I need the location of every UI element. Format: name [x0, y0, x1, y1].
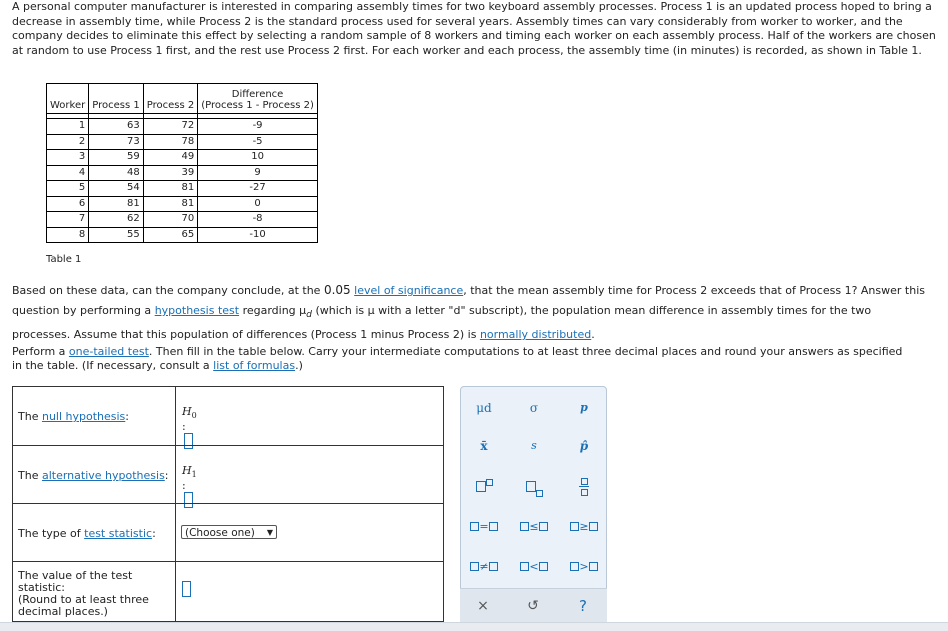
symbol-keypad — [460, 386, 607, 622]
sigma-key[interactable] — [517, 397, 551, 419]
clear-key[interactable] — [466, 595, 500, 617]
p-hat-label: p̂ — [579, 439, 589, 453]
square-icon — [536, 490, 543, 497]
square-icon — [489, 522, 498, 531]
less-equal-label: ≤ — [529, 520, 539, 533]
process-1-cell: 59 — [89, 150, 143, 166]
link-null-hypothesis[interactable]: null hypothesis — [41, 410, 126, 423]
header-difference-sub: (Process 1 - Process 2) — [201, 100, 314, 111]
header-difference — [198, 84, 318, 114]
null-hypothesis-cell — [175, 387, 197, 445]
greater-equal-key[interactable] — [567, 515, 601, 537]
process-1-cell: 54 — [89, 181, 143, 197]
square-icon — [520, 522, 529, 531]
h1-expression — [182, 464, 197, 508]
test-statistic-type-cell — [175, 504, 273, 561]
not-equal-label: ≠ — [479, 560, 489, 573]
square-icon — [581, 478, 588, 485]
p-hat-key[interactable] — [567, 435, 601, 457]
link-level-of-significance[interactable]: level of significance — [354, 284, 464, 297]
table-row — [47, 134, 318, 150]
worker-cell: 2 — [47, 134, 89, 150]
value-note-text: (Round to at least three decimal places.) — [18, 593, 149, 618]
superscript-key[interactable] — [467, 475, 501, 497]
answer-table — [12, 386, 444, 622]
row-null-hypothesis — [13, 387, 443, 445]
greater-equal-label: ≥ — [579, 520, 589, 533]
test-statistic-type-label — [18, 527, 156, 540]
help-icon: ? — [579, 597, 587, 615]
mu-d-key[interactable] — [467, 397, 501, 419]
label-text: The type of — [18, 527, 85, 540]
worker-cell: 7 — [47, 212, 89, 228]
difference-cell: -5 — [198, 134, 318, 150]
alternative-hypothesis-cell — [175, 446, 197, 503]
alternative-hypothesis-label — [18, 469, 169, 482]
equals-label: = — [479, 520, 489, 533]
worker-cell: 6 — [47, 196, 89, 212]
h1-colon: : — [182, 479, 186, 493]
para-text: . Then fill in the table below. Carry your intermediate computations to at least three decimal places and round your answers as specified in the table. (If necessary, consult a — [12, 345, 903, 372]
equals-key[interactable] — [467, 515, 501, 537]
worker-cell: 8 — [47, 227, 89, 243]
link-list-of-formulas[interactable]: list of formulas — [213, 358, 296, 372]
fraction-bar-icon — [579, 486, 589, 487]
test-statistic-select[interactable] — [181, 525, 277, 539]
link-test-statistic[interactable]: test statistic — [84, 527, 153, 540]
process-2-cell: 81 — [143, 196, 197, 212]
worker-cell: 1 — [47, 119, 89, 135]
difference-cell: -10 — [198, 227, 318, 243]
subscript-key[interactable] — [517, 475, 551, 497]
h0-subscript: 0 — [191, 411, 197, 421]
square-icon — [570, 562, 579, 571]
label-text: : — [164, 469, 169, 482]
question-paragraph — [12, 280, 932, 345]
select-value: (Choose one) — [185, 527, 255, 539]
h0-colon: : — [182, 420, 186, 434]
process-1-cell: 63 — [89, 119, 143, 135]
para-text: regarding μ — [239, 304, 307, 317]
process-1-cell: 81 — [89, 196, 143, 212]
square-icon — [539, 562, 548, 571]
label-text: The — [18, 410, 42, 423]
greater-than-label: > — [579, 560, 589, 573]
help-key[interactable] — [566, 595, 600, 617]
greater-than-key[interactable] — [567, 555, 601, 577]
chevron-down-icon: ▼ — [266, 528, 273, 537]
table-row — [47, 212, 318, 228]
test-statistic-value-label — [18, 570, 168, 618]
value-label-text: The value of the test statistic: — [18, 569, 133, 594]
less-than-key[interactable] — [517, 555, 551, 577]
label-text: The — [18, 469, 42, 482]
process-2-cell: 78 — [143, 134, 197, 150]
table-row — [47, 119, 318, 135]
square-icon — [470, 562, 479, 571]
difference-cell: -8 — [198, 212, 318, 228]
header-difference-title: Difference — [231, 89, 284, 100]
process-2-cell: 39 — [143, 165, 197, 181]
header-process-1: Process 1 — [89, 84, 143, 114]
fraction-key[interactable] — [567, 473, 601, 495]
difference-cell: 10 — [198, 150, 318, 166]
process-1-cell: 62 — [89, 212, 143, 228]
link-normally-distributed[interactable]: normally distributed — [479, 328, 592, 342]
less-than-label: < — [529, 560, 539, 573]
x-bar-label: x̄ — [480, 439, 488, 453]
x-bar-key[interactable] — [467, 435, 501, 457]
worker-cell: 4 — [47, 165, 89, 181]
process-2-cell: 72 — [143, 119, 197, 135]
square-icon — [486, 479, 493, 486]
table-row — [47, 196, 318, 212]
sigma-label: σ — [529, 401, 539, 415]
para-text: Based on these data, can the company conclude, at the — [12, 284, 324, 297]
table-caption: Table 1 — [46, 254, 82, 265]
para-text: (which is μ with a letter "d" subscript), the population mean difference in assembly times for the two processes. Assume that this population of differences (Process 1 minus Process 2) is — [12, 304, 872, 342]
difference-cell: -27 — [198, 181, 318, 197]
h0-expression — [182, 405, 197, 449]
null-hypothesis-label — [18, 410, 129, 423]
square-icon — [489, 562, 498, 571]
table-row — [47, 227, 318, 243]
square-icon — [581, 489, 588, 496]
table-row — [47, 165, 318, 181]
problem-intro: A personal computer manufacturer is interested in comparing assembly times for two keyboard assembly processes. Process 1 is an updated process hoped to bring a decrease in assembly time, while Process 2 is the standard process used for several years. Assembly times can vary considerably from worker to worker, and the company decides to eliminate this effect by selecting a random sample of 8 workers and timing each worker on each assembly process. Half of the workers are chosen at random to use Process 1 first, and the rest use Process 2 first. For each worker and each process, the assembly time (in minutes) is recorded, as shown in Table 1. — [12, 0, 936, 57]
less-equal-key[interactable] — [517, 515, 551, 537]
header-worker: Worker — [47, 84, 89, 114]
row-alternative-hypothesis — [13, 445, 443, 503]
process-2-cell: 49 — [143, 150, 197, 166]
row-test-statistic-value — [13, 561, 443, 622]
test-statistic-input-box[interactable] — [182, 581, 191, 597]
mu-subscript: d — [306, 309, 312, 321]
header-process-2: Process 2 — [143, 84, 197, 114]
h1-subscript: 1 — [191, 470, 197, 480]
s-key[interactable] — [517, 435, 551, 457]
close-icon: × — [477, 598, 489, 614]
square-icon — [589, 522, 598, 531]
h0-symbol: H — [182, 405, 192, 418]
square-icon — [570, 522, 579, 531]
p-key[interactable] — [567, 397, 601, 419]
alpha-value: 0.05 — [323, 283, 351, 297]
worker-cell: 5 — [47, 181, 89, 197]
difference-cell: 0 — [198, 196, 318, 212]
s-label: s — [531, 439, 537, 452]
process-2-cell: 65 — [143, 227, 197, 243]
label-text: : — [152, 527, 156, 540]
square-icon — [476, 481, 486, 492]
square-icon — [526, 481, 536, 492]
worker-cell: 3 — [47, 150, 89, 166]
difference-cell: 9 — [198, 165, 318, 181]
data-table — [46, 83, 318, 243]
row-test-statistic-type — [13, 503, 443, 561]
square-icon — [470, 522, 479, 531]
square-icon — [520, 562, 529, 571]
undo-key[interactable] — [516, 595, 550, 617]
undo-icon: ↺ — [527, 598, 539, 614]
link-alternative-hypothesis[interactable]: alternative hypothesis — [41, 469, 165, 482]
link-one-tailed-test[interactable]: one-tailed test — [68, 345, 149, 358]
link-hypothesis-test[interactable]: hypothesis test — [154, 304, 240, 317]
h1-symbol: H — [182, 464, 192, 477]
difference-cell: -9 — [198, 119, 318, 135]
process-2-cell: 81 — [143, 181, 197, 197]
label-text: : — [125, 410, 130, 423]
process-1-cell: 73 — [89, 134, 143, 150]
square-icon — [589, 562, 598, 571]
para-text: .) — [295, 358, 303, 372]
process-1-cell: 48 — [89, 165, 143, 181]
para-text: Perform a — [12, 345, 69, 358]
not-equal-key[interactable] — [467, 555, 501, 577]
mu-d-label: μd — [476, 401, 492, 415]
p-label: p — [580, 401, 588, 414]
instruction-paragraph — [12, 345, 912, 372]
process-2-cell: 70 — [143, 212, 197, 228]
para-text: . — [591, 328, 595, 342]
test-statistic-value-cell — [175, 562, 176, 622]
process-1-cell: 55 — [89, 227, 143, 243]
para-text: , that the mean assembly time for Process 2 exceeds that of Process 1? Answer this question by performing a — [12, 284, 925, 317]
table-row — [47, 150, 318, 166]
square-icon — [539, 522, 548, 531]
table-row — [47, 181, 318, 197]
keypad-action-bar — [460, 588, 607, 623]
